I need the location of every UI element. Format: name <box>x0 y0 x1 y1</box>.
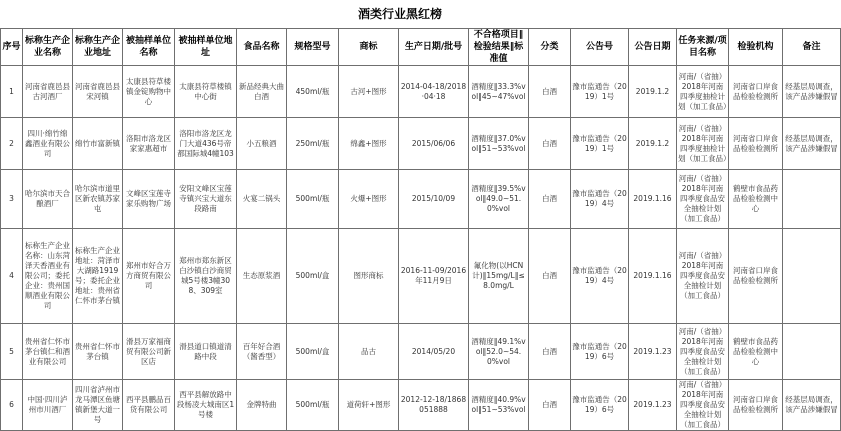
table-row <box>1 229 841 324</box>
header-cell: 分类 <box>529 29 571 66</box>
table-cell: 河南省口岸食品检验检测所 <box>729 66 783 118</box>
table-cell: 图形商标 <box>339 229 399 324</box>
table-cell: 4 <box>1 229 23 324</box>
table-cell: 河南/（省抽）2018年河南四季度食品安全抽检计划（加工食品） <box>677 170 729 229</box>
table-cell: 2014-04-18/2018·04·18 <box>399 66 469 118</box>
table-cell: 500ml/瓶 <box>287 170 339 229</box>
table-cell: 河南/（省抽）2018年河南四季度食品安全抽检计划（加工食品） <box>677 229 729 324</box>
table-cell: 豫市监通告（2019）6号 <box>571 324 629 380</box>
table-cell: 洛阳市洛龙区龙门大道436号帝都国际城4幢103 <box>175 118 237 170</box>
table-cell: 太康县符草楼镇金锭购物中心 <box>123 66 175 118</box>
table-cell: 2012-12-18/1868051888 <box>399 380 469 431</box>
table-cell: 河南省鹿邑县古河酒厂 <box>23 66 73 118</box>
table-cell: 1 <box>1 66 23 118</box>
table-cell: 经基层局调查，该产品涉嫌假冒 <box>783 118 841 170</box>
table-cell: 贵州省仁怀市茅台镇仁和酒业有限公司 <box>23 324 73 380</box>
table-cell: 哈尔滨市天合酿酒厂 <box>23 170 73 229</box>
table-cell: 500ml/盒 <box>287 229 339 324</box>
header-cell: 被抽样单位地址 <box>175 29 237 66</box>
table-cell: 酒精度‖49.1%vol‖52.0~54.0%vol <box>469 324 529 380</box>
page-title: 酒类行业黑红榜 <box>357 7 442 21</box>
table-cell: 绵鑫+图形 <box>339 118 399 170</box>
table-cell: 450ml/瓶 <box>287 66 339 118</box>
table-cell: 河南/（省抽）2018年河南四季度抽检计划（加工食品） <box>677 118 729 170</box>
table-cell: 豫市监通告（2019）4号 <box>571 170 629 229</box>
header-cell: 食品名称 <box>237 29 287 66</box>
table-cell: 5 <box>1 324 23 380</box>
table-cell: 火宴二锅头 <box>237 170 287 229</box>
table-cell: 哈尔滨市道里区新农镇苏家屯 <box>73 170 123 229</box>
table-cell: 6 <box>1 380 23 431</box>
header-cell: 标称生产企业名称 <box>23 29 73 66</box>
table-cell: 绵竹市富新镇 <box>73 118 123 170</box>
table-row <box>1 66 841 118</box>
table-cell <box>783 229 841 324</box>
table-cell: 豫市监通告（2019）4号 <box>571 229 629 324</box>
table-cell: 鹤壁市食品药品检验检测中心 <box>729 324 783 380</box>
table-cell: 2015/06/06 <box>399 118 469 170</box>
table-cell: 中国·四川泸州市川酒厂 <box>23 380 73 431</box>
header-cell: 公告号 <box>571 29 629 66</box>
header-cell: 商标 <box>339 29 399 66</box>
table-cell: 贵州省仁怀市茅台镇 <box>73 324 123 380</box>
table-cell: 郑州市好合万方商贸有限公司 <box>123 229 175 324</box>
table-cell: 氟化物(以HCN 计)‖15mg/L‖≤8.0mg/L <box>469 229 529 324</box>
table-cell: 河南省口岸食品检验检测所 <box>729 118 783 170</box>
table-cell: 白酒 <box>529 66 571 118</box>
table-cell: 2019.1.16 <box>629 170 677 229</box>
table-cell: 小五粮酒 <box>237 118 287 170</box>
table-cell: 西平县解放路中段杨凌大城南区1号楼 <box>175 380 237 431</box>
table-cell: 2019.1.16 <box>629 229 677 324</box>
table-cell: 酒精度‖33.3%vol‖45~47%vol <box>469 66 529 118</box>
table-cell: 生态原浆酒 <box>237 229 287 324</box>
header-cell: 检验机构 <box>729 29 783 66</box>
table-cell: 四川·绵竹绵鑫酒业有限公司 <box>23 118 73 170</box>
table-cell: 标称生产企业名称：山东菏泽天香酒业有限公司；委托企业：贵州国顺酒业有限公司 <box>23 229 73 324</box>
table-cell: 2014/05/20 <box>399 324 469 380</box>
table-cell: 白酒 <box>529 380 571 431</box>
header-cell: 任务来源/项目名称 <box>677 29 729 66</box>
table-cell: 安阳文峰区宝莲寺镇兴宝大道东段路南 <box>175 170 237 229</box>
table-cell <box>783 170 841 229</box>
table-cell: 道荷轩+图形 <box>339 380 399 431</box>
header-cell: 被抽样单位名称 <box>123 29 175 66</box>
table-cell <box>783 324 841 380</box>
table-cell: 经基层局调查，该产品涉嫌假冒 <box>783 380 841 431</box>
table-cell: 500ml/瓶 <box>287 380 339 431</box>
table-cell: 酒精度‖40.9%vol‖51~53%vol <box>469 380 529 431</box>
table-cell: 新品经典大曲白酒 <box>237 66 287 118</box>
header-row <box>1 29 841 66</box>
table-cell: 白酒 <box>529 229 571 324</box>
table-cell: 洛阳市洛龙区家家惠超市 <box>123 118 175 170</box>
table-cell: 郑州市郑东新区白沙镇白沙商贸城5号楼3幢308、309室 <box>175 229 237 324</box>
header-cell: 序号 <box>1 29 23 66</box>
table-cell: 2015/10/09 <box>399 170 469 229</box>
header-cell: 备注 <box>783 29 841 66</box>
table-cell: 滑县万家福商贸有限公司新区店 <box>123 324 175 380</box>
table-cell: 白酒 <box>529 118 571 170</box>
table-cell: 2019.1.23 <box>629 324 677 380</box>
table-cell: 酒精度‖39.5%vol‖49.0~51.0%vol <box>469 170 529 229</box>
table-cell: 火爆+图形 <box>339 170 399 229</box>
table-row <box>1 324 841 380</box>
table-cell: 标称生产企业地址：菏泽市大湖路1919号；委托企业地址：贵州省仁怀市茅台镇 <box>73 229 123 324</box>
header-cell: 不合格项目‖检验结果‖标准值 <box>469 29 529 66</box>
table-cell: 河南省口岸食品检验检测所 <box>729 380 783 431</box>
table-cell: 四川省泸州市龙马潭区鱼塘镇新堡大道一号 <box>73 380 123 431</box>
table-cell: 河南省鹿邑县宋河镇 <box>73 66 123 118</box>
table-cell: 豫市监通告（2019）1号 <box>571 118 629 170</box>
table-row <box>1 380 841 431</box>
table-cell: 2016-11-09/2016年11月9日 <box>399 229 469 324</box>
table-cell: 百年好合酒（酱香型） <box>237 324 287 380</box>
table-cell: 500ml/盒 <box>287 324 339 380</box>
table-cell: 白酒 <box>529 324 571 380</box>
inspection-table <box>0 28 841 431</box>
table-cell: 金牌特曲 <box>237 380 287 431</box>
table-cell: 河南/（省抽）2018年河南四季度抽检计划（加工食品） <box>677 66 729 118</box>
table-cell: 豫市监通告（2019）1号 <box>571 66 629 118</box>
table-cell: 2019.1.2 <box>629 118 677 170</box>
table-cell: 250ml/瓶 <box>287 118 339 170</box>
table-cell: 河南省口岸食品检验检测所 <box>729 229 783 324</box>
table-cell: 河南/（省抽）2018年河南四季度食品安全抽检计划（加工食品） <box>677 324 729 380</box>
table-row <box>1 170 841 229</box>
header-cell: 规格型号 <box>287 29 339 66</box>
header-cell: 标称生产企业地址 <box>73 29 123 66</box>
table-cell: 河南/（省抽）2018年河南四季度食品安全抽检计划（加工食品） <box>677 380 729 431</box>
table-cell: 西平县鹏品百货有限公司 <box>123 380 175 431</box>
table-cell: 2019.1.23 <box>629 380 677 431</box>
header-cell: 生产日期/批号 <box>399 29 469 66</box>
table-cell: 酒精度‖37.0%vol‖51~53%vol <box>469 118 529 170</box>
table-cell: 豫市监通告（2019）6号 <box>571 380 629 431</box>
table-row <box>1 118 841 170</box>
table-cell: 文峰区宝莲寺家乐购物广场 <box>123 170 175 229</box>
table-cell: 经基层局调查，该产品涉嫌假冒 <box>783 66 841 118</box>
table-cell: 鹤壁市食品药品检验检测中心 <box>729 170 783 229</box>
header-cell: 公告日期 <box>629 29 677 66</box>
table-cell: 古河+图形 <box>339 66 399 118</box>
table-cell: 品古 <box>339 324 399 380</box>
table-cell: 滑县道口镇道清路中段 <box>175 324 237 380</box>
table-cell: 2 <box>1 118 23 170</box>
table-cell: 2019.1.2 <box>629 66 677 118</box>
table-cell: 3 <box>1 170 23 229</box>
table-cell: 白酒 <box>529 170 571 229</box>
table-cell: 太康县符草楼镇中心街 <box>175 66 237 118</box>
